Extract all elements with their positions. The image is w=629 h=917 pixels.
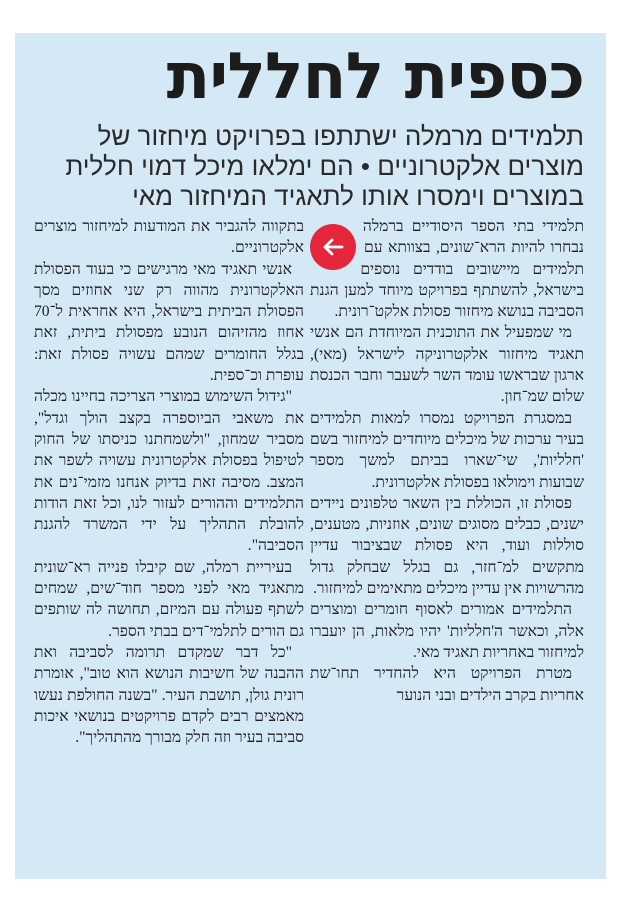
arrow-left-icon <box>321 235 345 259</box>
paragraph: במסגרת הפרויקט נמסרו למאות תלמידים בעיר ערכות של מיכלים מיוחדים למיחזור בשם 'חלליות', שי־שארו בביתם למשך מספר שבועות וימולאו בפסולת אלקטרונית. <box>310 409 584 491</box>
paragraph: "גידול השימוש במוצרי הצריכה בחיינו מכלה את משאבי הביוספרה בקצב הולך וגדל", מסביר שמחון, "ולשמחתנו כניסתו של החוק לטיפול בפסולת אלקטרונית עשויה לשפר את המצב. מסיבה זאת בדיוק אנחנו מזמי־נים את התלמידים וההורים לעזור לנו, וכל זאת הודות להובלת התהליך על ידי המשרד להגנת הסביבה". <box>34 388 304 555</box>
article-box <box>15 33 606 879</box>
subhead-line: תלמידים מרמלה ישתתפו בפרויקט מיחזור של <box>97 121 584 151</box>
subheadline <box>24 121 584 211</box>
paragraph: "כל דבר שמקדם תרומה לסביבה ואת ההבנה של חשיבות הנושא הוא טוב", אומרת רונית גולן, תושבת העיר. "בשנה החולפת נעשו מאמצים רבים לקדם פרויקטים בנושאי איכות סביבה בעיר וזה חלק מבורך מהתהליך". <box>34 643 304 747</box>
paragraph: התלמידים אמורים לאסוף חומרים ומוצרים אלה, וכאשר ה'חלליות' יהיו מלאות, הן יועברו למיחזור באחריות תאגיד מאי. <box>310 601 584 661</box>
paragraph: מטרת הפרויקט היא להחדיר תחו־שת אחריות בקרב הילדים ובני הנוער <box>310 665 584 704</box>
paragraph: מי שמפעיל את התוכנית המיוחדת הם אנשי תאגיד מיחזור אלקטרוניקה לישראל (מאי), ארגון שבראשו עומד השר לשעבר וחבר הכנסת שלום שמ־חון. <box>310 324 584 406</box>
article-column-right <box>310 216 584 706</box>
paragraph: בעיריית רמלה, שם קיבלו פנייה רא־שונית מתאגיד מאי לפני מספר חוד־שים, שמחים לשתף פעולה עם המיזם, תחושה לה שותפים גם הורים לתלמי־דים בבתי הספר. <box>34 558 304 640</box>
paragraph: תלמידי בתי הספר היסודיים ברמלה נבחרו להיות הרא־שונים, בצוותא עם תלמידים מיישובים בודדים נוספים בישראל, להשתתף בפרויקט מיוחד למען הגנת הסביבה בנושא מיחזור פסולת אלקט־רונית. <box>310 218 584 321</box>
paragraph: אנשי תאגיד מאי מרגישים כי בעוד הפסולת האלקטרונית מהווה רק שני אחוזים מסך הפסולת הביתית בישראל, היא אחראית ל־70 אחוז מהזיהום הנובע מפסולת ביתית, זאת בגלל החומרים שמהם עשויה פסולת זאת: עופרת וכ־ספית. <box>34 260 304 385</box>
headline: כספית לחללית <box>166 40 584 114</box>
article-column-left <box>34 216 304 748</box>
subhead-line: במוצרים וימסרו אותו לתאגיד המיחזור מאי <box>132 181 584 211</box>
arrow-badge <box>310 224 356 270</box>
paragraph: בתקווה להגביר את המודעות למיחזור מוצרים אלקטרוניים. <box>34 218 304 257</box>
paragraph: פסולת זו, הכוללת בין השאר טלפונים ניידים ישנים, כבלים מסוגים שונים, אוזניות, מטענים, סוללות ועוד, היא פסולת שבציבור עדיין מתקשים למ־חזר, גם בגלל שבחלק גדול מהרשויות אין עדיין מיכלים מתאימים למיחזור. <box>310 494 584 598</box>
subhead-line: מוצרים אלקטרוניים • הם ימלאו מיכל דמוי חללית <box>65 151 584 181</box>
